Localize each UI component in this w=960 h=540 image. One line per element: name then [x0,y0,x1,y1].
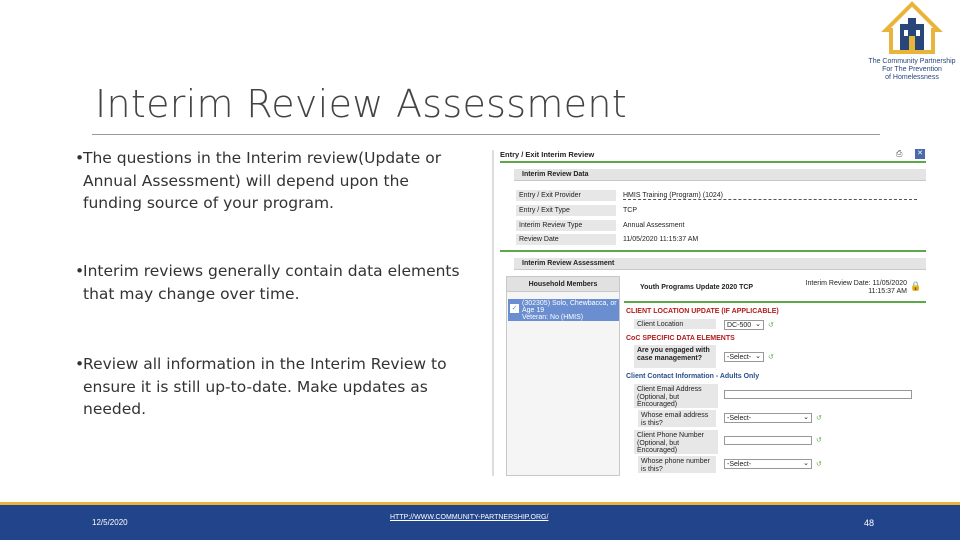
close-icon[interactable]: ✕ [915,149,925,159]
bullet-text: Review all information in the Interim Review to ensure it is still up-to-date. Make updates as needed. [83,355,447,418]
phone-input[interactable] [724,436,812,445]
household-members-title: Household Members [507,277,619,292]
page-number: 48 [864,518,875,528]
form-divider [624,301,926,303]
bullet-item [75,353,470,421]
section-header-assessment: Interim Review Assessment [514,258,926,270]
provider-value[interactable]: HMIS Training (Program) (1024) [623,190,917,200]
logo-text-line: For The Prevention [882,66,942,73]
assessment-name: Youth Programs Update 2020 TCP [640,284,754,291]
coc-heading: CoC SPECIFIC DATA ELEMENTS [626,335,735,342]
interim-date-label: Interim Review Date: [805,280,871,287]
email-owner-value: -Select- [727,415,752,422]
footer-bar [0,502,960,540]
field-label: Entry / Exit Type [516,205,616,216]
email-input[interactable] [724,390,912,399]
entry-type-value: TCP [623,207,637,214]
phone-label: Client Phone Number (Optional, but Encouraged) [634,430,718,454]
email-owner-label: Whose email address is this? [638,410,716,427]
logo-text-line: of Homelessness [885,74,939,81]
house-logo-icon [864,0,960,58]
phone-owner-value: -Select- [727,461,752,468]
bullet-text: Interim reviews generally contain data elements that may change over time. [83,262,460,303]
logo-text [866,58,958,82]
bullet-marker: • [75,262,85,280]
phone-owner-label: Whose phone number is this? [638,456,716,473]
email-owner-select[interactable] [724,413,812,423]
chevron-down-icon: ⌄ [803,460,809,467]
client-location-select[interactable] [724,320,764,330]
client-location-label: Client Location [634,319,716,329]
field-label: Entry / Exit Provider [516,190,616,201]
history-icon[interactable]: ↺ [768,354,774,361]
print-icon[interactable]: ⎙ [896,149,903,158]
panel-header-title: Entry / Exit Interim Review [500,150,595,159]
field-label: Review Date [516,234,616,245]
bullet-marker: • [75,149,85,167]
review-type-value: Annual Assessment [623,222,685,229]
organization-logo [864,0,960,98]
member-age: Age 19 [522,307,545,314]
title-divider [92,134,880,135]
client-location-heading: CLIENT LOCATION UPDATE (IF APPLICABLE) [626,308,779,315]
bullet-marker: • [75,355,85,373]
footer-website-link[interactable]: HTTP://WWW.COMMUNITY-PARTNERSHIP.ORG/ [390,514,549,521]
checkmark-icon[interactable]: ✓ [511,305,518,312]
field-label: Interim Review Type [516,220,616,231]
case-management-label: Are you engaged with case management? [634,345,716,368]
logo-text-line: The Community Partnership [868,58,956,65]
history-icon[interactable]: ↺ [816,461,822,468]
history-icon[interactable]: ↺ [816,415,822,422]
history-icon[interactable]: ↺ [816,437,822,444]
panel-edge [492,150,494,476]
member-name: (302305) Solo, Chewbacca, or [522,300,617,307]
interim-review-date-block [797,280,907,296]
footer-date: 12/5/2020 [92,518,128,527]
household-members-panel [506,276,620,476]
phone-owner-select[interactable] [724,459,812,469]
section-divider [500,161,926,163]
section-header-review-data: Interim Review Data [514,169,926,181]
interim-review-screenshot [492,146,930,478]
chevron-down-icon: ⌄ [755,353,761,360]
interim-time: 11:15:37 AM [868,288,907,295]
case-management-value: -Select- [727,354,752,361]
chevron-down-icon: ⌄ [803,414,809,421]
bullet-item [75,260,470,305]
slide-title: Interim Review Assessment [95,82,627,126]
lock-icon[interactable]: 🔒 [910,281,922,291]
contact-heading: Client Contact Information - Adults Only [626,373,760,380]
client-location-value: DC-500 [727,322,752,329]
bullet-item [75,147,470,215]
household-member-row[interactable] [508,299,619,321]
review-date-value: 11/05/2020 11:15:37 AM [623,236,699,243]
interim-date: 11/05/2020 [872,280,907,287]
member-veteran: Veteran: No (HMIS) [522,314,584,321]
case-management-select[interactable] [724,352,764,362]
bullet-text: The questions in the Interim review(Update or Annual Assessment) will depend upon the funding source of your program. [83,149,442,212]
email-label: Client Email Address (Optional, but Encouraged) [634,384,718,408]
section-divider [500,250,926,252]
chevron-down-icon: ⌄ [755,321,761,328]
history-icon[interactable]: ↺ [768,322,774,329]
